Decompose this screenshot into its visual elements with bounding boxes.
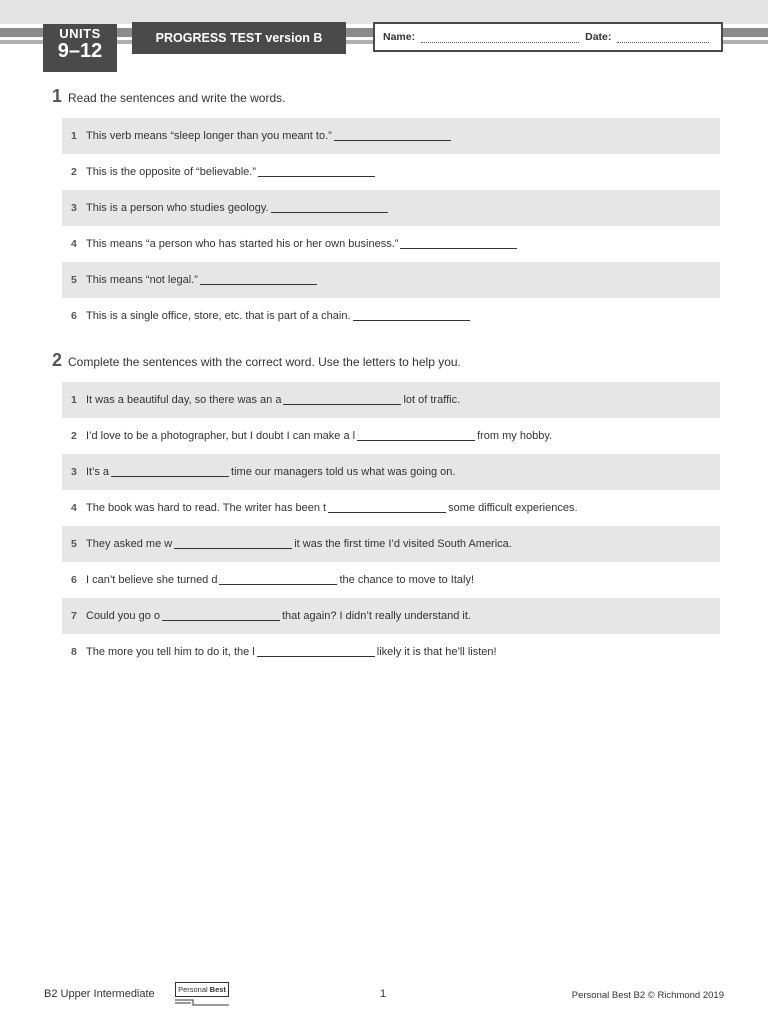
item-text: This is a person who studies geology. xyxy=(86,202,269,214)
answer-blank[interactable] xyxy=(328,503,446,513)
list-item xyxy=(62,190,720,226)
answer-blank[interactable] xyxy=(283,395,401,405)
name-date-box xyxy=(373,22,723,52)
units-range: 9–12 xyxy=(57,40,103,62)
item-text-before: It’s a xyxy=(86,466,110,478)
item-text-before: I can’t believe she turned d xyxy=(86,574,218,586)
copyright: Personal Best B2 © Richmond 2019 xyxy=(571,990,724,1001)
item-number: 6 xyxy=(71,310,77,322)
list-item xyxy=(62,454,720,490)
section-2-heading xyxy=(52,350,461,371)
answer-blank[interactable] xyxy=(200,275,317,285)
list-item xyxy=(62,490,720,526)
answer-blank[interactable] xyxy=(271,203,388,213)
item-text: This verb means “sleep longer than you meant to.” xyxy=(86,130,332,142)
item-text-before: It was a beautiful day, so there was an a xyxy=(86,394,282,406)
item-number: 2 xyxy=(71,430,77,442)
item-number: 5 xyxy=(71,538,77,550)
answer-blank[interactable] xyxy=(219,575,337,585)
test-title: PROGRESS TEST version B xyxy=(132,22,346,54)
item-text-after: from my hobby. xyxy=(477,430,553,442)
item-text: This means “not legal.” xyxy=(86,274,198,286)
item-text-before: They asked me w xyxy=(86,538,173,550)
item-text: This is a single office, store, etc. that is part of a chain. xyxy=(86,310,351,322)
list-item xyxy=(62,526,720,562)
item-text-before: The book was hard to read. The writer has been t xyxy=(86,502,327,514)
answer-blank[interactable] xyxy=(334,131,451,141)
footer-level: B2 Upper Intermediate xyxy=(44,988,155,1000)
item-text-after: likely it is that he’ll listen! xyxy=(376,646,497,658)
item-number: 4 xyxy=(71,238,77,250)
name-field[interactable] xyxy=(421,32,579,43)
name-label: Name: xyxy=(383,31,416,43)
logo-text-personal: Personal xyxy=(178,985,208,994)
item-text: This means “a person who has started his or her own business.” xyxy=(86,238,399,250)
logo-box xyxy=(175,982,229,997)
item-text-before: Could you go o xyxy=(86,610,160,622)
section-2-items xyxy=(62,382,720,670)
item-number: 1 xyxy=(71,130,77,142)
list-item xyxy=(62,562,720,598)
list-item xyxy=(62,598,720,634)
units-label: UNITS xyxy=(59,26,101,41)
answer-blank[interactable] xyxy=(257,647,375,657)
list-item xyxy=(62,418,720,454)
answer-blank[interactable] xyxy=(357,431,475,441)
page-number: 1 xyxy=(380,988,387,1000)
section-number: 2 xyxy=(52,350,63,370)
logo-text-best: Best xyxy=(209,985,226,994)
personal-best-logo xyxy=(175,982,229,1006)
section-1-items xyxy=(62,118,720,334)
list-item xyxy=(62,226,720,262)
item-number: 6 xyxy=(71,574,77,586)
item-number: 8 xyxy=(71,646,77,658)
item-text-after: the chance to move to Italy! xyxy=(339,574,475,586)
list-item xyxy=(62,118,720,154)
item-text-before: The more you tell him to do it, the l xyxy=(86,646,255,658)
item-number: 3 xyxy=(71,466,77,478)
section-instruction: Complete the sentences with the correct word. Use the letters to help you. xyxy=(68,355,461,369)
item-number: 7 xyxy=(71,610,77,622)
item-text-after: time our managers told us what was going on. xyxy=(231,466,456,478)
section-number: 1 xyxy=(52,86,63,106)
item-text-after: lot of traffic. xyxy=(403,394,461,406)
item-number: 1 xyxy=(71,394,77,406)
item-text-after: that again? I didn’t really understand it. xyxy=(282,610,471,622)
answer-blank[interactable] xyxy=(400,239,517,249)
answer-blank[interactable] xyxy=(162,611,280,621)
item-text: This is the opposite of “believable.” xyxy=(86,166,256,178)
item-number: 4 xyxy=(71,502,77,514)
list-item xyxy=(62,634,720,670)
answer-blank[interactable] xyxy=(174,539,292,549)
date-field[interactable] xyxy=(617,32,709,43)
item-text-after: some difficult experiences. xyxy=(448,502,578,514)
units-badge xyxy=(43,24,117,72)
list-item xyxy=(62,154,720,190)
item-number: 2 xyxy=(71,166,77,178)
header-band xyxy=(0,0,768,24)
item-number: 5 xyxy=(71,274,77,286)
item-number: 3 xyxy=(71,202,77,214)
answer-blank[interactable] xyxy=(258,167,375,177)
item-text-after: it was the first time I’d visited South America. xyxy=(294,538,512,550)
logo-lines-icon xyxy=(175,997,229,1006)
section-instruction: Read the sentences and write the words. xyxy=(68,91,286,105)
list-item xyxy=(62,382,720,418)
item-text-before: I’d love to be a photographer, but I doubt I can make a l xyxy=(86,430,356,442)
date-label: Date: xyxy=(585,31,612,43)
answer-blank[interactable] xyxy=(353,311,470,321)
list-item xyxy=(62,298,720,334)
list-item xyxy=(62,262,720,298)
answer-blank[interactable] xyxy=(111,467,229,477)
section-1-heading xyxy=(52,86,285,107)
